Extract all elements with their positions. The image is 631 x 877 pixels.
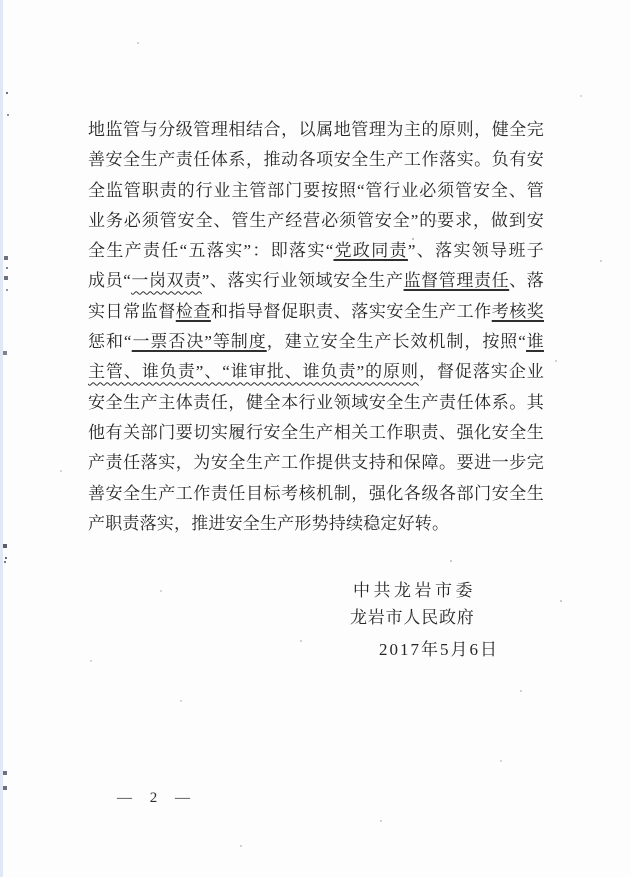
- text-line: [88, 266, 544, 296]
- text-line: [88, 479, 544, 509]
- text-run: ”、落实行业领域安全生产: [201, 271, 404, 291]
- text-run: 地监管与分级管理相结合，以属地管理为主的原则，健全完: [88, 120, 544, 139]
- underlined-phrase: 谁: [526, 332, 544, 352]
- text-line: [88, 145, 544, 175]
- scan-edge-strip: [0, 0, 3, 877]
- text-run: 善安全生产工作责任目标考核机制，强化各级各部门安全生: [88, 483, 544, 503]
- text-run: ”、落实领导班子: [407, 241, 544, 261]
- signature-org-party-committee: 中共龙岩市委: [353, 581, 476, 600]
- underlined-phrase: 监督管理责任: [403, 271, 510, 291]
- text-line: [88, 115, 544, 145]
- scan-noise-dust: [0, 0, 2, 2]
- text-run: 全监管职责的行业主管部门要按照“管行业必须管安全、管: [88, 180, 544, 200]
- text-line: [88, 448, 544, 478]
- underlined-phrase: 一岗双责: [130, 271, 202, 291]
- text-line: [88, 236, 544, 266]
- signature-org-government: 龙岩市人民政府: [350, 608, 475, 627]
- text-run: 他有关部门要切实履行安全生产相关工作职责、强化安全生: [88, 422, 544, 442]
- underlined-phrase: 一票否决”等制度: [131, 332, 267, 352]
- text-run: ，建立安全生产长效机制，按照“: [266, 332, 527, 352]
- text-line: [88, 176, 544, 206]
- text-line: [88, 388, 544, 418]
- text-run: 产责任落实，为安全生产工作提供支持和保障。要进一步完: [88, 453, 544, 473]
- text-run: 产职责落实，推进安全生产形势持续稳定好转。: [88, 513, 450, 533]
- text-line: [88, 509, 544, 539]
- text-line: [88, 206, 544, 236]
- text-line: [88, 357, 544, 387]
- text-run: ，督促落实企业: [418, 362, 544, 382]
- body-text: [88, 115, 544, 539]
- text-line: [88, 327, 544, 357]
- underlined-phrase: 主管、谁负责”、“谁审批、谁负责”的原则: [88, 362, 419, 382]
- text-line: [88, 297, 544, 327]
- text-run: 安全生产主体责任，健全本行业领域安全生产责任体系。其: [88, 392, 544, 412]
- text-run: 成员“: [88, 271, 131, 291]
- text-run: 善安全生产责任体系，推动各项安全生产工作落实。负有安: [88, 150, 544, 170]
- signature-date: 2017年5月6日: [379, 640, 499, 659]
- underlined-phrase: 考核奖: [491, 301, 545, 321]
- text-run: 和指导督促职责、落实安全生产工作: [210, 301, 492, 321]
- underlined-phrase: 检查: [175, 301, 211, 321]
- page-number: — 2 —: [117, 790, 197, 806]
- text-run: 全生产责任“五落实”：即落实“: [88, 241, 334, 261]
- text-run: 实日常监督: [88, 301, 176, 321]
- text-run: 业务必须管安全、管生产经营必须管安全”的要求，做到安: [88, 210, 544, 230]
- underlined-phrase: 党政同责: [333, 241, 408, 261]
- text-run: 、落: [509, 271, 544, 291]
- text-line: [88, 418, 544, 448]
- text-run: 惩和“: [88, 332, 132, 352]
